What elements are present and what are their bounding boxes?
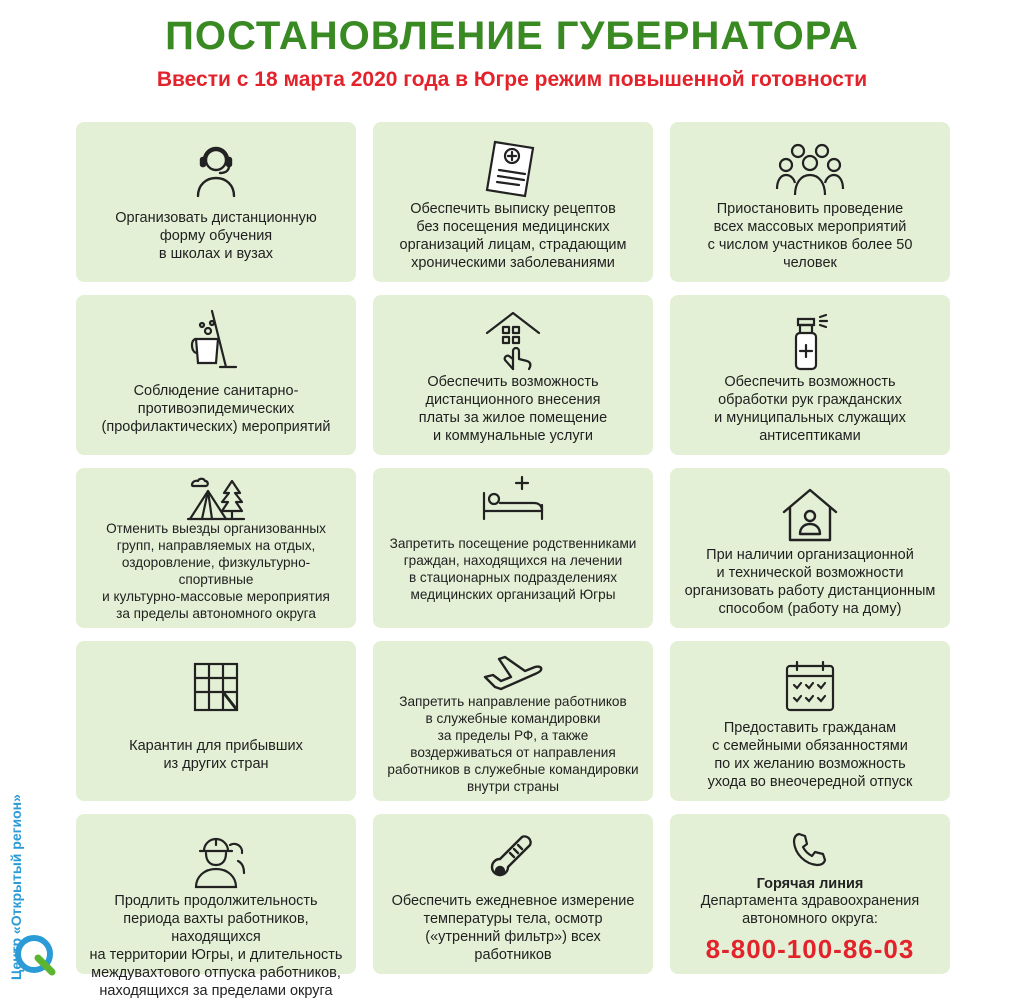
measure-text: Организовать дистанционную форму обучения в школах и вузах xyxy=(115,210,317,262)
measure-text: Обеспечить ежедневное измерение температуры тела, осмотр («утренний фильтр») всех работников xyxy=(391,893,635,963)
hotline-phone[interactable]: 8-800-100-86-03 xyxy=(705,934,915,964)
camping-tent-icon xyxy=(184,474,248,520)
measure-text: Обеспечить возможность обработки рук гражданских и муниципальных служащих антисептиками xyxy=(714,374,906,444)
measure-text: Обеспечить выписку рецептов без посещения медицинских организаций лицам, страдающим хроническими заболеваниями xyxy=(399,201,627,271)
antiseptic-spray-icon xyxy=(782,309,838,373)
measure-card xyxy=(76,295,356,455)
measure-text: Карантин для прибывших из других стран xyxy=(129,738,303,772)
measure-card xyxy=(373,814,653,974)
measure-card xyxy=(76,468,356,628)
medical-prescription-icon xyxy=(485,136,541,200)
measure-card xyxy=(76,641,356,801)
hotline-title: Горячая линия xyxy=(756,876,864,892)
measures-grid xyxy=(76,122,950,999)
hotline-department: Департамента здравоохранения автономного округа: xyxy=(700,893,920,927)
page-title: ПОСТАНОВЛЕНИЕ ГУБЕРНАТОРА xyxy=(165,14,859,58)
measure-text: Продлить продолжительность периода вахты работников, находящихся на территории Югры, и длительность междувахтового отпуска работников, находящихся за пределами округа xyxy=(89,893,343,999)
measure-card xyxy=(670,295,950,455)
measure-card xyxy=(373,468,653,628)
brand-label: Центр «Открытый регион» xyxy=(8,794,24,980)
crowd-icon xyxy=(775,136,845,200)
hospital-bed-icon xyxy=(478,474,548,520)
headset-person-icon xyxy=(186,136,246,200)
workers-helmet-icon xyxy=(184,828,248,892)
thermometer-icon xyxy=(484,828,542,892)
measure-card xyxy=(670,641,950,801)
quarantine-window-icon xyxy=(187,655,245,719)
measure-text: Обеспечить возможность дистанционного внесения платы за жилое помещение и коммунальные услуги xyxy=(418,374,608,444)
measure-card xyxy=(670,122,950,282)
measure-text: Предоставить гражданам с семейными обязанностями по их желанию возможность ухода во внеочередной отпуск xyxy=(707,720,913,790)
measure-text: Соблюдение санитарно- противоэпидемических (профилактических) мероприятий xyxy=(101,383,331,435)
airplane-icon xyxy=(481,647,545,693)
calendar-icon xyxy=(781,655,839,719)
measure-card xyxy=(670,468,950,628)
measure-card xyxy=(373,641,653,801)
measure-text: Запретить посещение родственниками граждан, находящихся на лечении в стационарных подразделениях медицинских организаций Югры xyxy=(389,536,637,602)
hotline-card xyxy=(670,814,950,974)
measure-card xyxy=(373,122,653,282)
page-subtitle: Ввести с 18 марта 2020 года в Югре режим повышенной готовности xyxy=(156,68,868,91)
measure-card xyxy=(76,814,356,999)
house-tap-icon xyxy=(483,309,543,373)
measure-card xyxy=(373,295,653,455)
measure-text: Отменить выезды организованных групп, направляемых на отдых, оздоровление, физкультурно-спортивные и культурно-массовые мероприятия за пределы автономного округа xyxy=(102,521,330,621)
measure-text: Запретить направление работников в служебные командировки за пределы РФ, а также воздерживаться от направления работников в служебные командировки внутри страны xyxy=(387,694,639,794)
measure-text: При наличии организационной и технической возможности организовать работу дистанционным способом (работу на дому) xyxy=(684,547,936,617)
measure-card xyxy=(76,122,356,282)
phone-icon xyxy=(791,828,829,870)
measure-text: Приостановить проведение всех массовых мероприятий с числом участников более 50 человек xyxy=(707,201,913,271)
home-person-icon xyxy=(780,482,840,546)
cleaning-mop-bucket-icon xyxy=(186,309,246,373)
